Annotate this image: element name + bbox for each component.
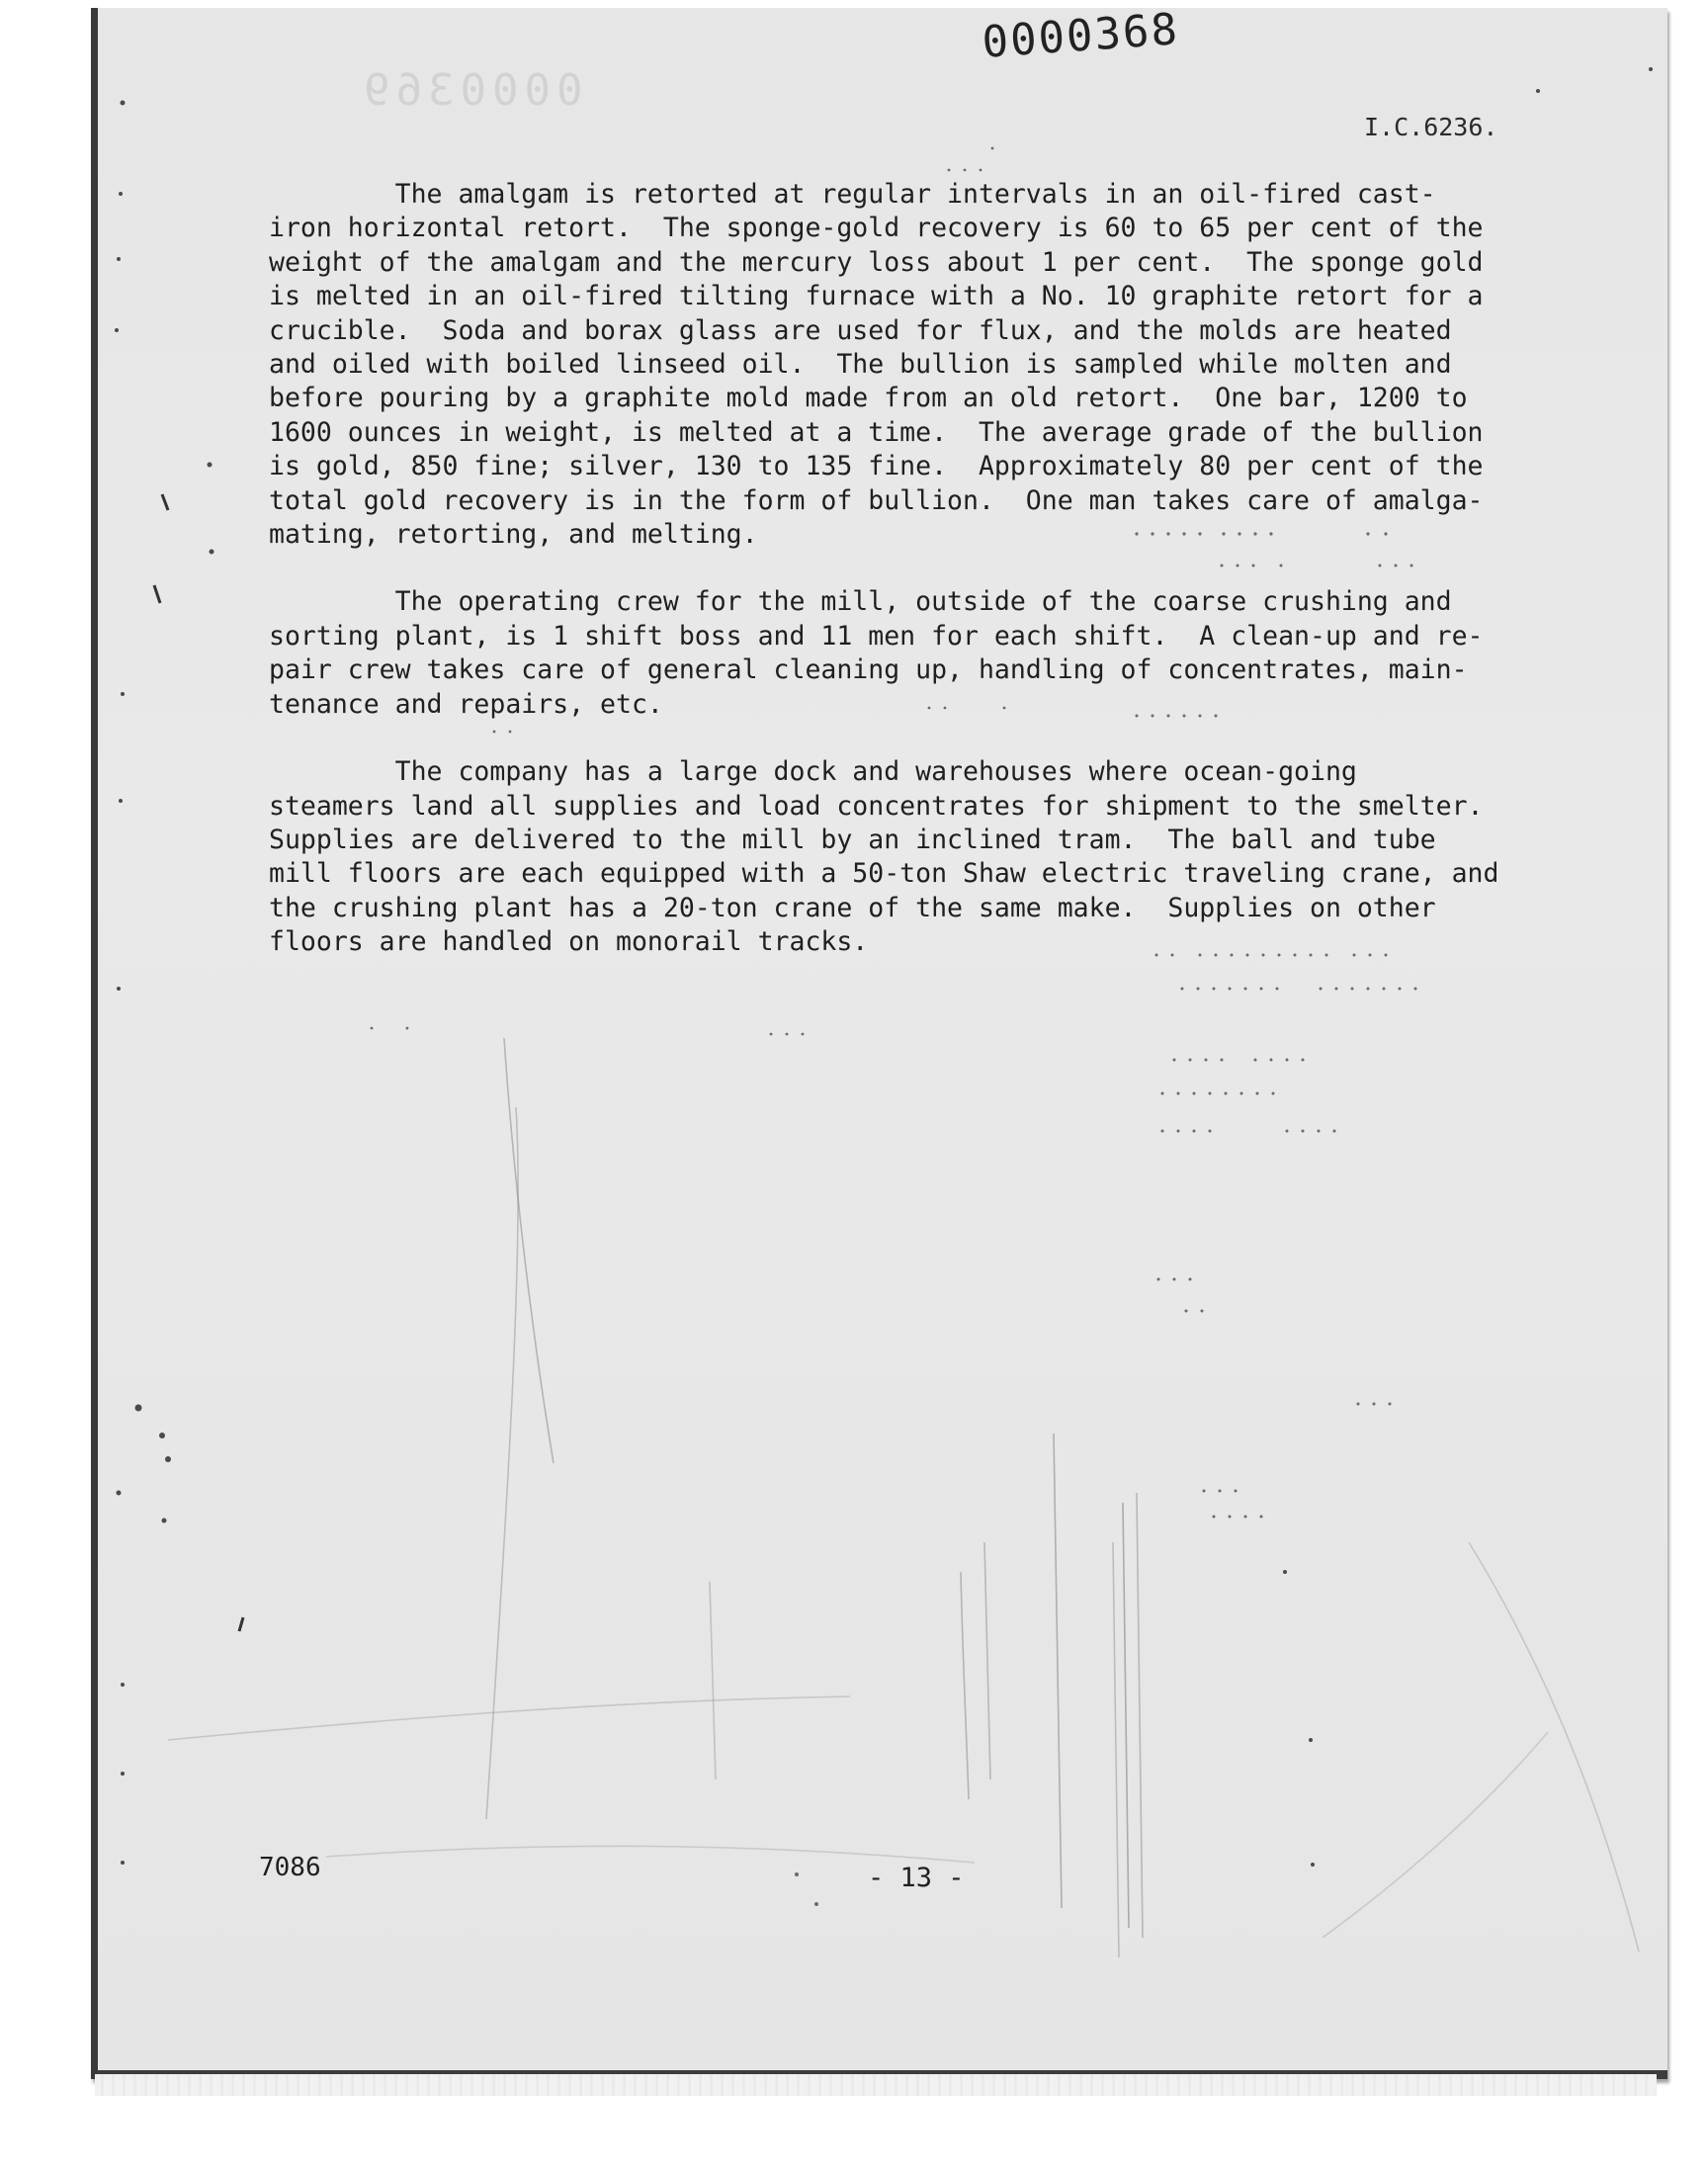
paragraph-operating-crew (269, 585, 1574, 722)
text-line: The company has a large dock and warehouses where ocean-going (269, 756, 1357, 788)
text-line: iron horizontal retort. The sponge-gold recovery is 60 to 65 per cent of the (269, 213, 1484, 244)
page-number: - 13 - (868, 1863, 965, 1893)
text-line: tenance and repairs, etc. (269, 688, 663, 720)
text-line: steamers land all supplies and load concentrates for shipment to the smelter. (269, 790, 1484, 822)
footer-code: 7086 (259, 1853, 321, 1882)
text-line: mill floors are each equipped with a 50-ton Shaw electric traveling crane, and (269, 858, 1499, 890)
scan-number-stamp: 0000368 (981, 4, 1181, 68)
text-line: mating, retorting, and melting. (269, 519, 758, 551)
text-line: sorting plant, is 1 shift boss and 11 men for each shift. A clean-up and re- (269, 620, 1484, 652)
text-line: 1600 ounces in weight, is melted at a time. The average grade of the bullion (269, 416, 1484, 448)
paragraph-amalgam (269, 178, 1574, 552)
text-line: The amalgam is retorted at regular intervals in an oil-fired cast- (269, 179, 1436, 210)
text-line: is gold, 850 fine; silver, 130 to 135 fine. Approximately 80 per cent of the (269, 451, 1484, 482)
text-line: weight of the amalgam and the mercury loss about 1 per cent. The sponge gold (269, 246, 1484, 278)
text-line: the crushing plant has a 20-ton crane of the same make. Supplies on other (269, 892, 1436, 923)
text-line: Supplies are delivered to the mill by an inclined tram. The ball and tube (269, 824, 1436, 855)
paragraph-dock-supplies (269, 755, 1574, 959)
text-line: floors are handled on monorail tracks. (269, 926, 869, 958)
bleed-through-stamp: 0000369 (358, 65, 583, 116)
text-line: pair crew takes care of general cleaning up, handling of concentrates, main- (269, 654, 1468, 686)
body-text (269, 178, 1574, 994)
text-line: crucible. Soda and borax glass are used for flux, and the molds are heated (269, 314, 1452, 346)
text-line: total gold recovery is in the form of bullion. One man takes care of amalga- (269, 484, 1484, 516)
page-edge-strip (95, 2074, 1657, 2096)
text-line: is melted in an oil-fired tilting furnace with a No. 10 graphite retort for a (269, 281, 1484, 312)
document-id: I.C.6236. (1364, 113, 1498, 141)
text-line: The operating crew for the mill, outside of the coarse crushing and (269, 586, 1452, 618)
text-line: and oiled with boiled linseed oil. The bullion is sampled while molten and (269, 349, 1452, 381)
text-line: before pouring by a graphite mold made from an old retort. One bar, 1200 to (269, 383, 1468, 414)
